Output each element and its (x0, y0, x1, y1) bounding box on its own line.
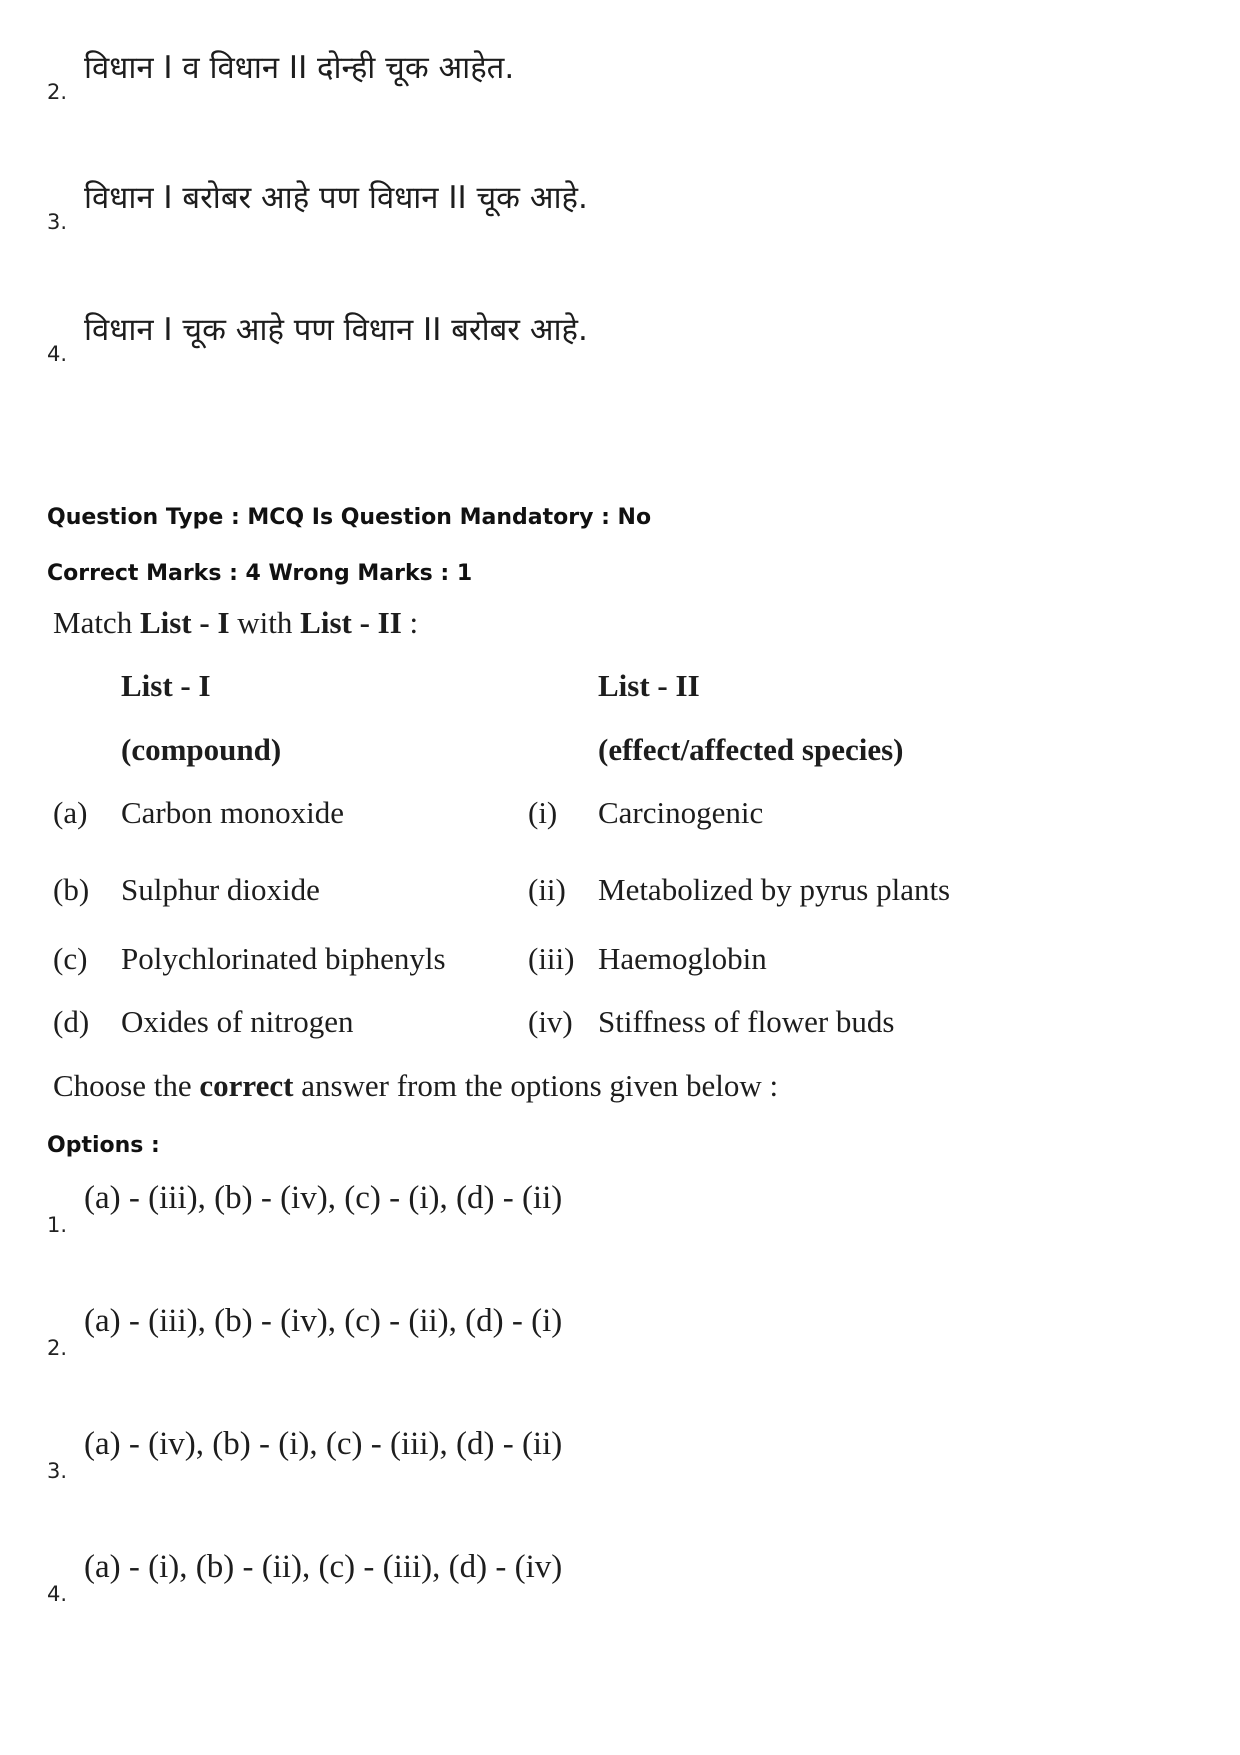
options-label: Options : (47, 1133, 160, 1158)
list1-header: List - I (121, 668, 211, 703)
prev-option-text: विधान I बरोबर आहे पण विधान II चूक आहे. (84, 180, 588, 216)
option-text: (a) - (iii), (b) - (iv), (c) - (ii), (d) - (i) (84, 1303, 563, 1339)
list1-item: Sulphur dioxide (121, 872, 320, 907)
question-intro: Match List - I with List - II : (53, 605, 419, 640)
prev-option-number: 2. (47, 80, 68, 104)
list1-label: (d) (53, 1004, 90, 1039)
option-text: (a) - (i), (b) - (ii), (c) - (iii), (d) - (iv) (84, 1549, 563, 1585)
list2-item: Metabolized by pyrus plants (598, 872, 951, 907)
list1-label: (c) (53, 941, 88, 976)
list2-label: (i) (528, 795, 558, 830)
list2-label: (ii) (528, 872, 566, 907)
list2-item: Stiffness of flower buds (598, 1004, 895, 1039)
prev-option-number: 4. (47, 342, 68, 366)
list2-label: (iv) (528, 1004, 573, 1039)
option-number: 4. (47, 1582, 68, 1606)
option-text: (a) - (iv), (b) - (i), (c) - (iii), (d) - (ii) (84, 1426, 563, 1462)
list1-label: (b) (53, 872, 90, 907)
list2-item: Carcinogenic (598, 795, 764, 830)
option-number: 1. (47, 1213, 68, 1237)
choose-instruction: Choose the correct answer from the options given below : (53, 1068, 779, 1103)
list1-item: Carbon monoxide (121, 795, 344, 830)
list2-label: (iii) (528, 941, 575, 976)
list1-subheader: (compound) (121, 732, 282, 767)
option-number: 2. (47, 1336, 68, 1360)
prev-option-text: विधान I व विधान II दोन्ही चूक आहेत. (84, 50, 515, 86)
list1-item: Oxides of nitrogen (121, 1004, 354, 1039)
option-text: (a) - (iii), (b) - (iv), (c) - (i), (d) - (ii) (84, 1180, 563, 1216)
option-number: 3. (47, 1459, 68, 1483)
list1-label: (a) (53, 795, 88, 830)
question-type-line: Question Type : MCQ Is Question Mandatory : No (47, 505, 652, 530)
list2-item: Haemoglobin (598, 941, 767, 976)
prev-option-number: 3. (47, 210, 68, 234)
prev-option-text: विधान I चूक आहे पण विधान II बरोबर आहे. (84, 312, 588, 348)
list2-header: List - II (598, 668, 700, 703)
list1-item: Polychlorinated biphenyls (121, 941, 446, 976)
list2-subheader: (effect/affected species) (598, 732, 904, 767)
marks-line: Correct Marks : 4 Wrong Marks : 1 (47, 561, 473, 586)
